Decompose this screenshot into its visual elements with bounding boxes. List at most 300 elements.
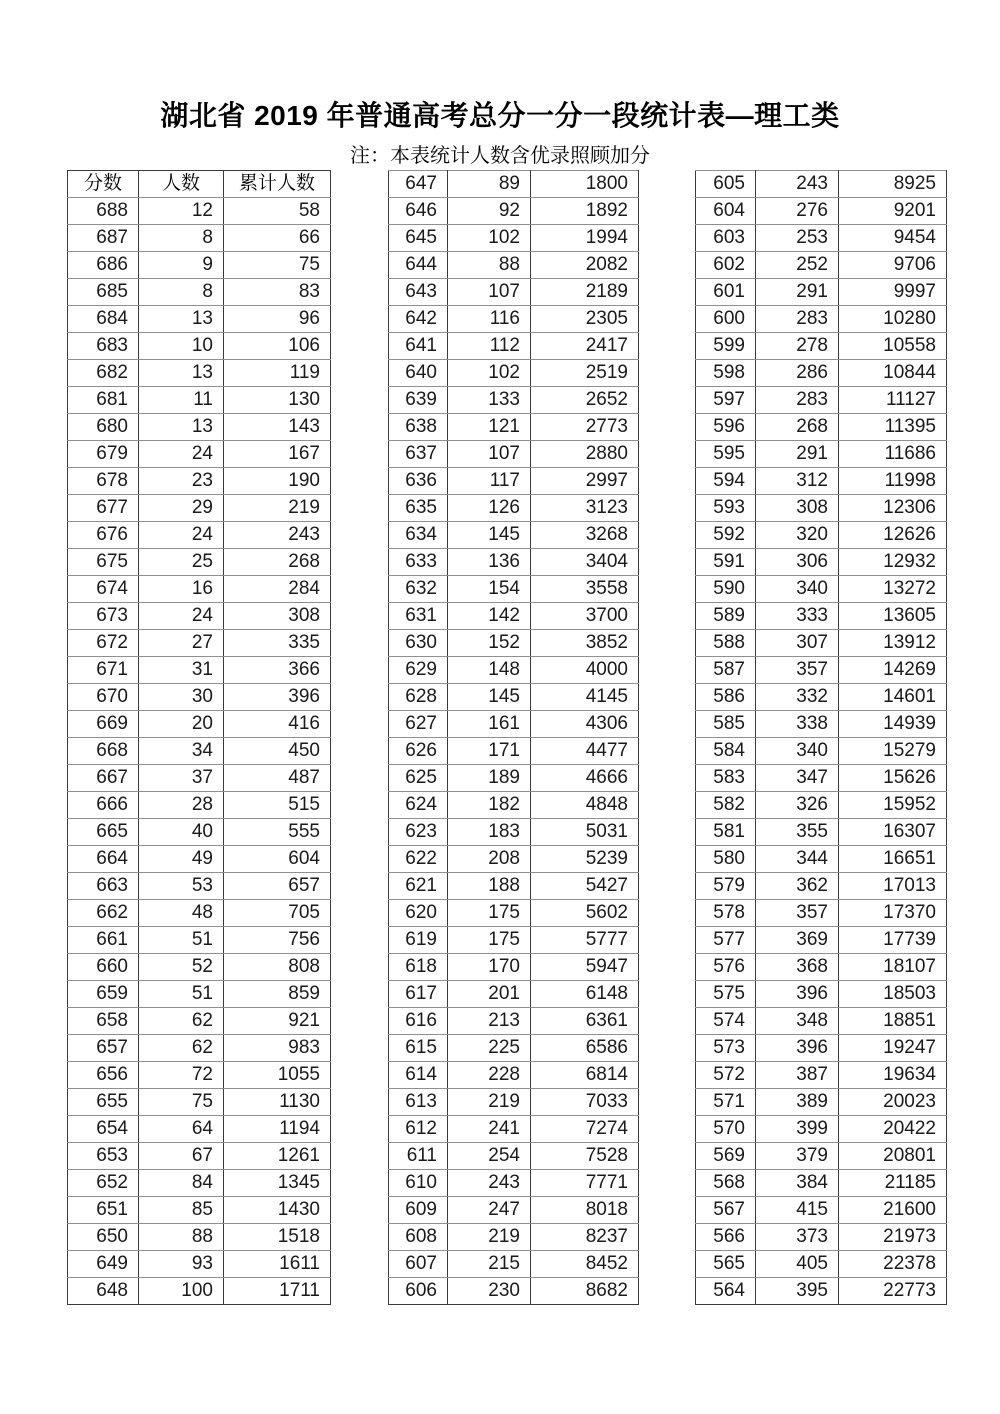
cumulative-cell: 6586 <box>531 1035 639 1062</box>
count-cell: 405 <box>756 1251 839 1278</box>
table-row <box>389 981 639 1008</box>
count-cell: 219 <box>448 1224 531 1251</box>
table-row <box>389 333 639 360</box>
cumulative-cell: 14939 <box>839 711 947 738</box>
count-cell: 308 <box>756 495 839 522</box>
count-cell: 415 <box>756 1197 839 1224</box>
cumulative-cell: 130 <box>224 387 331 414</box>
table-row <box>389 576 639 603</box>
count-cell: 121 <box>448 414 531 441</box>
cumulative-cell: 5031 <box>531 819 639 846</box>
count-cell: 133 <box>448 387 531 414</box>
cumulative-cell: 83 <box>224 279 331 306</box>
score-cell: 577 <box>696 927 756 954</box>
score-table-middle <box>388 170 639 1305</box>
score-cell: 609 <box>389 1197 448 1224</box>
count-cell: 228 <box>448 1062 531 1089</box>
count-cell: 85 <box>139 1197 224 1224</box>
cumulative-cell: 2082 <box>531 252 639 279</box>
cumulative-cell: 4848 <box>531 792 639 819</box>
count-cell: 107 <box>448 441 531 468</box>
table-row <box>68 1278 331 1305</box>
table-row <box>68 765 331 792</box>
count-cell: 347 <box>756 765 839 792</box>
table-row <box>389 1089 639 1116</box>
page-title: 湖北省 2019 年普通高考总分一分一段统计表—理工类 <box>160 100 840 131</box>
count-cell: 29 <box>139 495 224 522</box>
table-row <box>389 198 639 225</box>
table-row <box>68 360 331 387</box>
score-cell: 567 <box>696 1197 756 1224</box>
cumulative-cell: 58 <box>224 198 331 225</box>
count-cell: 312 <box>756 468 839 495</box>
table-row <box>68 1197 331 1224</box>
cumulative-cell: 2997 <box>531 468 639 495</box>
count-cell: 8 <box>139 279 224 306</box>
count-cell: 13 <box>139 306 224 333</box>
cumulative-cell: 11686 <box>839 441 947 468</box>
score-cell: 642 <box>389 306 448 333</box>
table-row <box>389 522 639 549</box>
cumulative-cell: 1800 <box>531 171 639 198</box>
score-cell: 572 <box>696 1062 756 1089</box>
score-cell: 597 <box>696 387 756 414</box>
count-cell: 326 <box>756 792 839 819</box>
count-cell: 320 <box>756 522 839 549</box>
table-row <box>696 495 947 522</box>
cumulative-cell: 604 <box>224 846 331 873</box>
table-row <box>696 1116 947 1143</box>
cumulative-cell: 11127 <box>839 387 947 414</box>
score-cell: 594 <box>696 468 756 495</box>
table-row <box>389 549 639 576</box>
count-cell: 34 <box>139 738 224 765</box>
table-row <box>696 738 947 765</box>
score-cell: 598 <box>696 360 756 387</box>
score-cell: 607 <box>389 1251 448 1278</box>
count-cell: 112 <box>448 333 531 360</box>
count-cell: 183 <box>448 819 531 846</box>
table-row <box>696 1170 947 1197</box>
score-cell: 617 <box>389 981 448 1008</box>
count-cell: 107 <box>448 279 531 306</box>
score-cell: 611 <box>389 1143 448 1170</box>
count-cell: 241 <box>448 1116 531 1143</box>
score-cell: 682 <box>68 360 139 387</box>
cumulative-cell: 487 <box>224 765 331 792</box>
count-cell: 387 <box>756 1062 839 1089</box>
cumulative-cell: 8682 <box>531 1278 639 1305</box>
cumulative-cell: 7528 <box>531 1143 639 1170</box>
table-row <box>696 306 947 333</box>
count-cell: 152 <box>448 630 531 657</box>
count-cell: 333 <box>756 603 839 630</box>
table-row <box>389 603 639 630</box>
table-row <box>389 1278 639 1305</box>
score-cell: 651 <box>68 1197 139 1224</box>
score-cell: 653 <box>68 1143 139 1170</box>
score-cell: 635 <box>389 495 448 522</box>
cumulative-cell: 11998 <box>839 468 947 495</box>
table-row <box>696 873 947 900</box>
table-row <box>68 1251 331 1278</box>
score-cell: 656 <box>68 1062 139 1089</box>
count-cell: 175 <box>448 927 531 954</box>
count-cell: 64 <box>139 1116 224 1143</box>
table-row <box>696 225 947 252</box>
count-cell: 72 <box>139 1062 224 1089</box>
table-row <box>696 1062 947 1089</box>
count-cell: 307 <box>756 630 839 657</box>
table-row <box>696 981 947 1008</box>
table-row <box>696 1278 947 1305</box>
count-cell: 338 <box>756 711 839 738</box>
table-row <box>389 1224 639 1251</box>
score-cell: 625 <box>389 765 448 792</box>
count-cell: 9 <box>139 252 224 279</box>
table-row <box>696 657 947 684</box>
cumulative-cell: 555 <box>224 819 331 846</box>
table-row <box>389 846 639 873</box>
table-row <box>68 1089 331 1116</box>
cumulative-cell: 13605 <box>839 603 947 630</box>
count-cell: 369 <box>756 927 839 954</box>
cumulative-cell: 7771 <box>531 1170 639 1197</box>
score-cell: 608 <box>389 1224 448 1251</box>
cumulative-cell: 66 <box>224 225 331 252</box>
count-cell: 62 <box>139 1035 224 1062</box>
score-cell: 683 <box>68 333 139 360</box>
score-cell: 679 <box>68 441 139 468</box>
table-row <box>696 684 947 711</box>
count-cell: 175 <box>448 900 531 927</box>
score-cell: 684 <box>68 306 139 333</box>
table-row <box>696 630 947 657</box>
count-cell: 62 <box>139 1008 224 1035</box>
count-cell: 161 <box>448 711 531 738</box>
table-row <box>389 765 639 792</box>
table-row <box>696 1224 947 1251</box>
cumulative-cell: 4145 <box>531 684 639 711</box>
cumulative-cell: 9706 <box>839 252 947 279</box>
cumulative-cell: 1194 <box>224 1116 331 1143</box>
count-cell: 89 <box>448 171 531 198</box>
count-cell: 276 <box>756 198 839 225</box>
table-row <box>389 738 639 765</box>
score-cell: 619 <box>389 927 448 954</box>
count-cell: 88 <box>139 1224 224 1251</box>
score-cell: 578 <box>696 900 756 927</box>
count-cell: 48 <box>139 900 224 927</box>
table-row <box>389 360 639 387</box>
table-row <box>696 954 947 981</box>
score-cell: 564 <box>696 1278 756 1305</box>
table-row <box>389 630 639 657</box>
table-row <box>68 900 331 927</box>
cumulative-cell: 2773 <box>531 414 639 441</box>
cumulative-cell: 1994 <box>531 225 639 252</box>
score-cell: 631 <box>389 603 448 630</box>
table-row <box>696 387 947 414</box>
score-cell: 662 <box>68 900 139 927</box>
table-row <box>389 684 639 711</box>
count-cell: 254 <box>448 1143 531 1170</box>
score-cell: 637 <box>389 441 448 468</box>
cumulative-cell: 10558 <box>839 333 947 360</box>
cumulative-cell: 335 <box>224 630 331 657</box>
cumulative-cell: 5947 <box>531 954 639 981</box>
cumulative-cell: 284 <box>224 576 331 603</box>
cumulative-cell: 16307 <box>839 819 947 846</box>
score-cell: 649 <box>68 1251 139 1278</box>
score-table-right <box>695 170 947 1305</box>
score-cell: 622 <box>389 846 448 873</box>
count-cell: 373 <box>756 1224 839 1251</box>
cumulative-cell: 12932 <box>839 549 947 576</box>
table-row <box>389 171 639 198</box>
score-cell: 574 <box>696 1008 756 1035</box>
score-cell: 666 <box>68 792 139 819</box>
cumulative-cell: 416 <box>224 711 331 738</box>
table-row <box>696 1008 947 1035</box>
score-cell: 644 <box>389 252 448 279</box>
score-cell: 569 <box>696 1143 756 1170</box>
cumulative-cell: 16651 <box>839 846 947 873</box>
cumulative-cell: 14601 <box>839 684 947 711</box>
table-row <box>68 738 331 765</box>
score-cell: 680 <box>68 414 139 441</box>
cumulative-cell: 8237 <box>531 1224 639 1251</box>
score-cell: 677 <box>68 495 139 522</box>
count-cell: 362 <box>756 873 839 900</box>
count-cell: 291 <box>756 441 839 468</box>
table-row <box>696 576 947 603</box>
cumulative-cell: 2189 <box>531 279 639 306</box>
score-cell: 585 <box>696 711 756 738</box>
table-row <box>389 1251 639 1278</box>
score-cell: 650 <box>68 1224 139 1251</box>
score-cell: 570 <box>696 1116 756 1143</box>
score-cell: 640 <box>389 360 448 387</box>
score-cell: 579 <box>696 873 756 900</box>
count-cell: 102 <box>448 225 531 252</box>
count-cell: 306 <box>756 549 839 576</box>
score-cell: 612 <box>389 1116 448 1143</box>
table-row <box>68 684 331 711</box>
cumulative-cell: 7033 <box>531 1089 639 1116</box>
table-row <box>696 171 947 198</box>
score-table-header <box>68 171 331 198</box>
count-cell: 171 <box>448 738 531 765</box>
count-cell: 28 <box>139 792 224 819</box>
table-row <box>389 711 639 738</box>
score-cell: 632 <box>389 576 448 603</box>
cumulative-cell: 75 <box>224 252 331 279</box>
score-cell: 664 <box>68 846 139 873</box>
score-cell: 596 <box>696 414 756 441</box>
cumulative-cell: 12626 <box>839 522 947 549</box>
count-cell: 340 <box>756 576 839 603</box>
cumulative-cell: 3852 <box>531 630 639 657</box>
score-cell: 593 <box>696 495 756 522</box>
table-row <box>68 954 331 981</box>
count-cell: 13 <box>139 414 224 441</box>
score-cell: 674 <box>68 576 139 603</box>
table-row <box>696 198 947 225</box>
table-row <box>389 1008 639 1035</box>
score-cell: 586 <box>696 684 756 711</box>
table-row <box>68 657 331 684</box>
table-row <box>68 414 331 441</box>
table-row <box>389 954 639 981</box>
cumulative-cell: 17013 <box>839 873 947 900</box>
count-cell: 332 <box>756 684 839 711</box>
cumulative-cell: 5239 <box>531 846 639 873</box>
count-cell: 25 <box>139 549 224 576</box>
cumulative-cell: 5777 <box>531 927 639 954</box>
count-cell: 215 <box>448 1251 531 1278</box>
cumulative-cell: 21600 <box>839 1197 947 1224</box>
cumulative-cell: 515 <box>224 792 331 819</box>
score-cell: 584 <box>696 738 756 765</box>
score-cell: 685 <box>68 279 139 306</box>
cumulative-cell: 2652 <box>531 387 639 414</box>
table-row <box>696 792 947 819</box>
count-cell: 92 <box>448 198 531 225</box>
cumulative-cell: 20422 <box>839 1116 947 1143</box>
table-row <box>68 792 331 819</box>
cumulative-cell: 4000 <box>531 657 639 684</box>
cumulative-cell: 19634 <box>839 1062 947 1089</box>
table-row <box>68 279 331 306</box>
table-row <box>68 1170 331 1197</box>
table-row <box>389 387 639 414</box>
cumulative-cell: 9454 <box>839 225 947 252</box>
score-cell: 628 <box>389 684 448 711</box>
table-row <box>389 1035 639 1062</box>
score-cell: 652 <box>68 1170 139 1197</box>
table-row <box>68 198 331 225</box>
table-row <box>696 333 947 360</box>
score-cell: 566 <box>696 1224 756 1251</box>
score-cell: 615 <box>389 1035 448 1062</box>
score-cell: 643 <box>389 279 448 306</box>
table-row <box>68 846 331 873</box>
table-row <box>389 1062 639 1089</box>
count-cell: 253 <box>756 225 839 252</box>
cumulative-cell: 243 <box>224 522 331 549</box>
count-cell: 291 <box>756 279 839 306</box>
table-row <box>696 846 947 873</box>
cumulative-cell: 1711 <box>224 1278 331 1305</box>
table-row <box>68 576 331 603</box>
cumulative-cell: 6814 <box>531 1062 639 1089</box>
count-cell: 37 <box>139 765 224 792</box>
cumulative-cell: 5427 <box>531 873 639 900</box>
count-cell: 357 <box>756 657 839 684</box>
score-cell: 627 <box>389 711 448 738</box>
count-cell: 93 <box>139 1251 224 1278</box>
cumulative-cell: 859 <box>224 981 331 1008</box>
score-cell: 646 <box>389 198 448 225</box>
cumulative-cell: 20801 <box>839 1143 947 1170</box>
score-cell: 659 <box>68 981 139 1008</box>
count-cell: 20 <box>139 711 224 738</box>
cumulative-cell: 9997 <box>839 279 947 306</box>
score-cell: 673 <box>68 603 139 630</box>
table-row <box>696 765 947 792</box>
score-cell: 592 <box>696 522 756 549</box>
score-cell: 655 <box>68 1089 139 1116</box>
table-row <box>696 252 947 279</box>
count-cell: 30 <box>139 684 224 711</box>
cumulative-cell: 3700 <box>531 603 639 630</box>
score-cell: 661 <box>68 927 139 954</box>
table-row <box>68 387 331 414</box>
table-row <box>696 927 947 954</box>
cumulative-cell: 13912 <box>839 630 947 657</box>
count-cell: 283 <box>756 306 839 333</box>
cumulative-cell: 219 <box>224 495 331 522</box>
table-row <box>389 225 639 252</box>
cumulative-cell: 96 <box>224 306 331 333</box>
table-row <box>696 819 947 846</box>
count-cell: 142 <box>448 603 531 630</box>
table-row <box>389 927 639 954</box>
cumulative-cell: 6361 <box>531 1008 639 1035</box>
cumulative-cell: 8925 <box>839 171 947 198</box>
cumulative-cell: 167 <box>224 441 331 468</box>
score-cell: 575 <box>696 981 756 1008</box>
count-cell: 189 <box>448 765 531 792</box>
count-cell: 268 <box>756 414 839 441</box>
count-cell: 24 <box>139 522 224 549</box>
table-row <box>389 1116 639 1143</box>
cumulative-cell: 17370 <box>839 900 947 927</box>
score-cell: 580 <box>696 846 756 873</box>
table-row <box>696 279 947 306</box>
count-cell: 24 <box>139 441 224 468</box>
count-cell: 51 <box>139 927 224 954</box>
count-cell: 278 <box>756 333 839 360</box>
count-cell: 368 <box>756 954 839 981</box>
cumulative-cell: 1518 <box>224 1224 331 1251</box>
score-cell: 658 <box>68 1008 139 1035</box>
cumulative-cell: 20023 <box>839 1089 947 1116</box>
table-row <box>696 603 947 630</box>
cumulative-cell: 308 <box>224 603 331 630</box>
table-row <box>696 1035 947 1062</box>
table-row <box>68 333 331 360</box>
cumulative-cell: 983 <box>224 1035 331 1062</box>
table-row <box>696 1197 947 1224</box>
cumulative-cell: 2519 <box>531 360 639 387</box>
count-cell: 10 <box>139 333 224 360</box>
count-cell: 395 <box>756 1278 839 1305</box>
table-row <box>696 549 947 576</box>
count-cell: 396 <box>756 981 839 1008</box>
count-cell: 243 <box>756 171 839 198</box>
table-row <box>696 1089 947 1116</box>
score-cell: 681 <box>68 387 139 414</box>
cumulative-cell: 14269 <box>839 657 947 684</box>
score-cell: 602 <box>696 252 756 279</box>
count-cell: 389 <box>756 1089 839 1116</box>
cumulative-cell: 17739 <box>839 927 947 954</box>
count-cell: 355 <box>756 819 839 846</box>
score-cell: 624 <box>389 792 448 819</box>
cumulative-cell: 3123 <box>531 495 639 522</box>
